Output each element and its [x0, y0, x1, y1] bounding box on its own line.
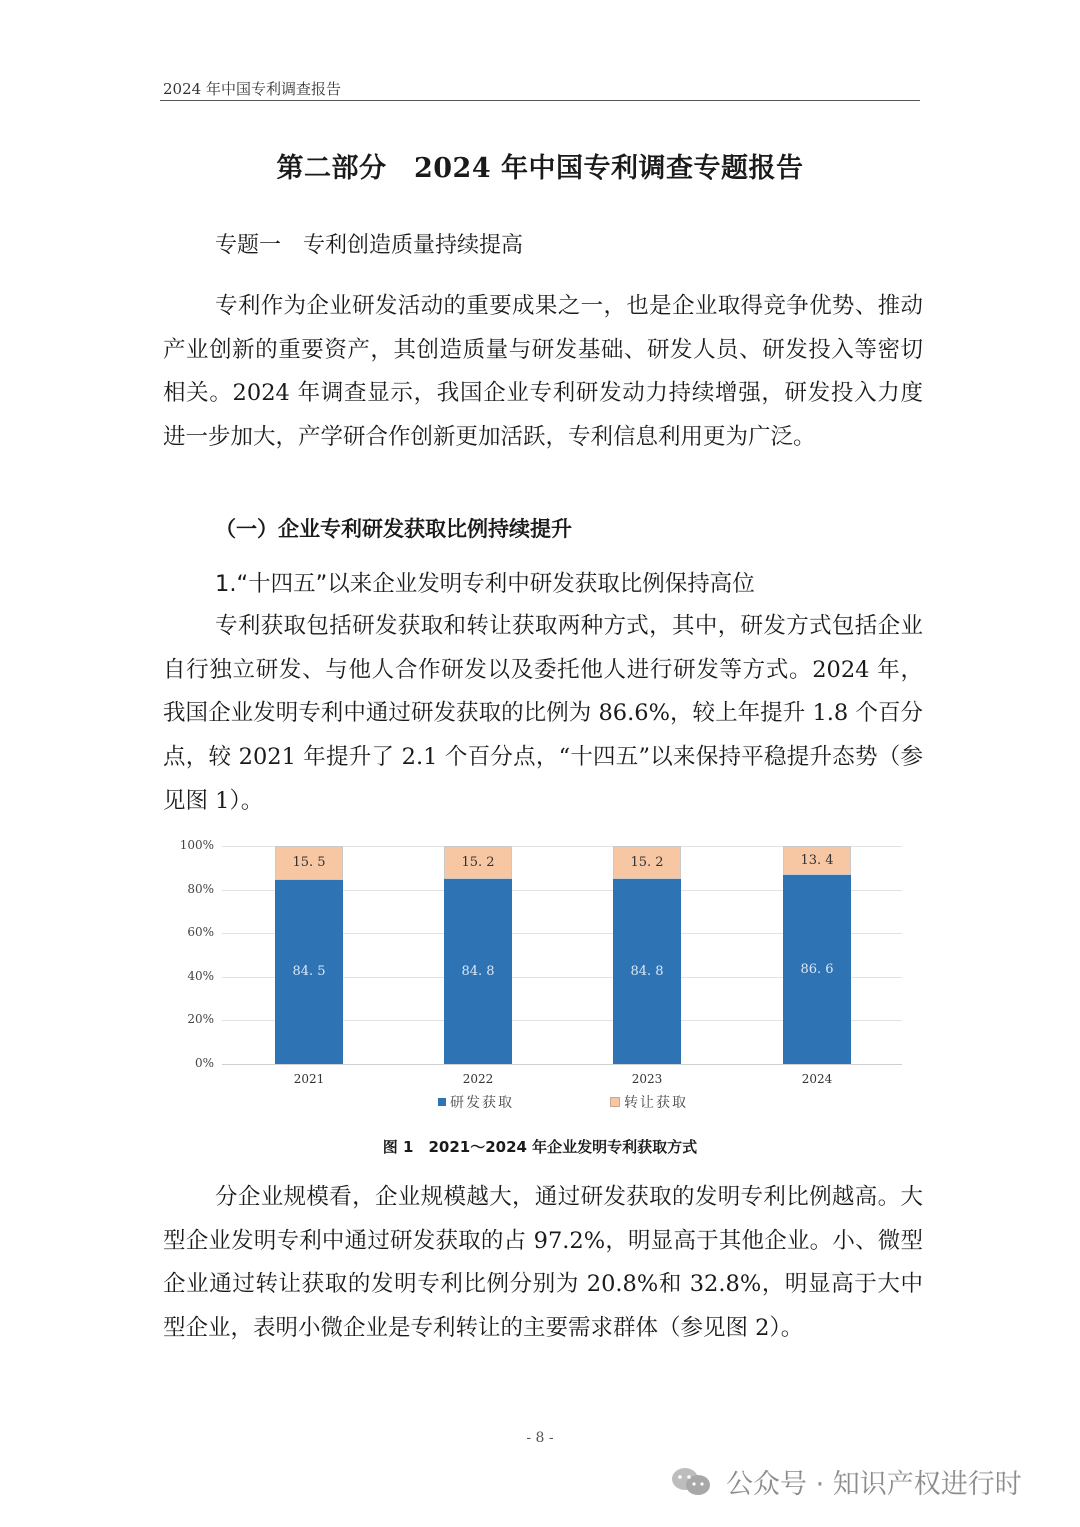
y-tick-label: 20% [187, 1012, 214, 1027]
x-tick-label: 2021 [293, 1072, 325, 1086]
y-tick-label: 40% [187, 968, 214, 983]
x-tick-label: 2023 [631, 1072, 663, 1086]
segment-transfer: 15. 2 [613, 846, 681, 879]
bar-2024 [783, 846, 851, 1064]
item-heading: 1.“十四五”以来企业发明专利中研发获取比例保持高位 [215, 571, 755, 597]
y-tick-label: 0% [194, 1056, 214, 1070]
bar-2023 [613, 846, 681, 1064]
subheading: （一）企业专利研发获取比例持续提升 [215, 517, 572, 541]
running-header: 2024 年中国专利调查报告 [163, 80, 341, 98]
paragraph-enterprise-size: 分企业规模看，企业规模越大，通过研发获取的发明专利比例越高。大型企业发明专利中通过研发获取的占 97.2%，明显高于其他企业。小、微型企业通过转让获取的发明专利比例分别为 20.8%和 32.8%，明显高于大中型企业，表明小微企业是专利转让的主要需求群体（参见图 2）。 [163, 1184, 923, 1342]
legend-item [438, 1092, 514, 1112]
legend-swatch-icon [610, 1097, 620, 1107]
x-tick-label: 2022 [462, 1072, 494, 1086]
watermark [670, 1462, 1022, 1501]
figure-caption: 图 1 2021～2024 年企业发明专利获取方式 [382, 1138, 698, 1156]
segment-transfer: 15. 2 [444, 846, 512, 879]
y-tick-label: 100% [179, 838, 214, 852]
header-rule [160, 100, 920, 101]
watermark-text: 公众号 · 知识产权进行时 [726, 1469, 1022, 1500]
legend-label: 研发获取 [450, 1095, 514, 1111]
segment-rd: 84. 5 [275, 880, 343, 1064]
part-title: 第二部分 2024 年中国专利调查专题报告 [276, 153, 804, 184]
paragraph-intro: 专利作为企业研发活动的重要成果之一，也是企业取得竞争优势、推动产业创新的重要资产，其创造质量与研发基础、研发人员、研发投入等密切相关。2024 年调查显示，我国企业专利研发动力持续增强，研发投入力度进一步加大，产学研合作创新更加活跃，专利信息利用更为广泛。 [163, 293, 923, 451]
x-axis-line [222, 1064, 902, 1065]
legend-item [610, 1092, 688, 1112]
segment-rd: 86. 6 [783, 875, 851, 1064]
bar-2021 [275, 846, 343, 1064]
paragraph-acquisition: 专利获取包括研发获取和转让获取两种方式，其中，研发方式包括企业自行独立研发、与他人合作研发以及委托他人进行研发等方式。2024 年，我国企业发明专利中通过研发获取的比例为 86.6%，较上年提升 1.8 个百分点，较 2021 年提升了 2.1 个百分点，“十四五”以来保持平稳提升态势（参见图 1）。 [163, 613, 923, 814]
bar-2022 [444, 846, 512, 1064]
segment-rd: 84. 8 [444, 879, 512, 1064]
segment-transfer: 15. 5 [275, 846, 343, 880]
x-tick-label: 2024 [801, 1072, 833, 1086]
legend-label: 转让获取 [624, 1095, 688, 1111]
segment-rd: 84. 8 [613, 879, 681, 1064]
topic-title: 专题一 专利创造质量持续提高 [215, 233, 524, 258]
segment-transfer: 13. 4 [783, 846, 851, 875]
y-tick-label: 60% [187, 925, 214, 940]
figure-1-chart [170, 836, 910, 1116]
legend-swatch-icon [438, 1098, 446, 1106]
wechat-icon [670, 1466, 714, 1498]
page-number: - 8 - [526, 1430, 554, 1446]
y-tick-label: 80% [187, 881, 214, 896]
